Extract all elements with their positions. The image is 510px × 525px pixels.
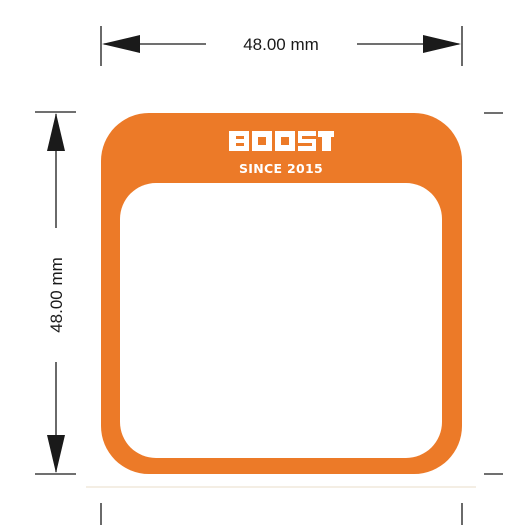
logo-letter-s: [298, 131, 316, 151]
label-window: [120, 183, 442, 458]
height-label: 48.00 mm: [47, 257, 66, 333]
width-arrow-right-icon: [423, 35, 461, 53]
logo-notch: [236, 136, 244, 139]
logo-notch: [258, 137, 266, 145]
width-label: 48.00 mm: [243, 35, 319, 54]
logo-notch: [302, 136, 316, 139]
width-dimension: [101, 26, 462, 66]
logo-letter-t-stem: [322, 131, 331, 151]
height-dimension: [35, 112, 76, 474]
logo-notch: [281, 137, 289, 145]
height-arrow-top-icon: [47, 113, 65, 151]
logo-notch: [236, 143, 244, 146]
tagline: SINCE 2015: [239, 161, 323, 176]
logo-letter-b: [229, 131, 249, 151]
logo-notch: [298, 143, 312, 146]
height-arrow-bottom-icon: [47, 435, 65, 473]
width-arrow-left-icon: [102, 35, 140, 53]
